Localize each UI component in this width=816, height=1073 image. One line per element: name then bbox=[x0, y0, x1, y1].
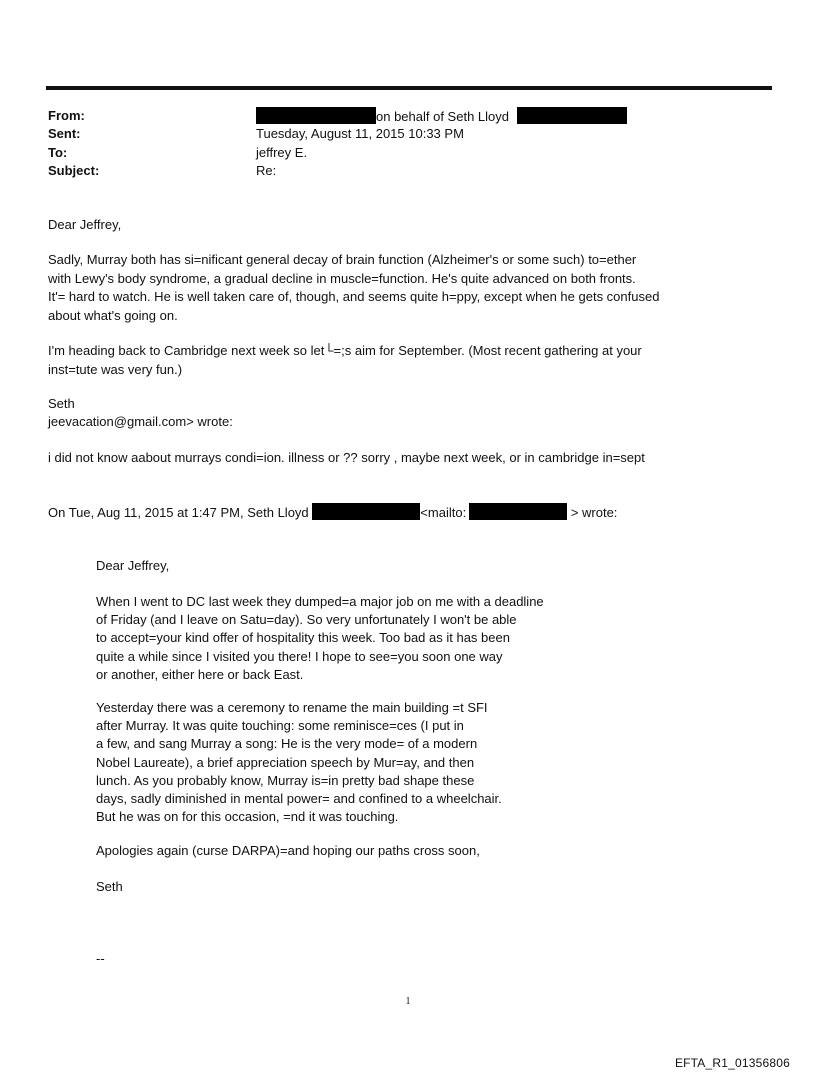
quote-header-prefix: On Tue, Aug 11, 2015 at 1:47 PM, Seth Lloyd bbox=[48, 505, 309, 520]
text-line: But he was on for this occasion, =nd it was touching. bbox=[96, 809, 399, 825]
text-line: about what's going on. bbox=[48, 307, 178, 323]
text-line: It'= hard to watch. He is well taken care of, though, and seems quite h=ppy, except when he gets confused bbox=[48, 289, 660, 305]
text-line: a few, and sang Murray a song: He is the very mode= of a modern bbox=[96, 736, 478, 752]
text-line: of Friday (and I leave on Satu=day). So very unfortunately I won't be able bbox=[96, 612, 517, 628]
quoted-signoff: Seth bbox=[96, 879, 123, 894]
subject-label: Subject: bbox=[48, 163, 100, 178]
greeting: Dear Jeffrey, bbox=[48, 217, 122, 232]
text-line: inst=tute was very fun.) bbox=[48, 361, 183, 377]
text-line: quite a while since I visited you there! I hope to see=you soon one way bbox=[96, 648, 503, 664]
page-number: 1 bbox=[405, 996, 411, 1007]
text-line: after Murray. It was quite touching: some reminisce=ces (I put in bbox=[96, 718, 464, 734]
redaction-block bbox=[517, 107, 627, 124]
quote-header-mailto: <mailto: bbox=[420, 505, 467, 520]
redaction-block bbox=[256, 107, 376, 124]
quoted-paragraph-1 bbox=[96, 593, 656, 684]
to-label: To: bbox=[48, 145, 68, 160]
text-line: with Lewy's body syndrome, a gradual decline in muscle=function. He's quite advanced on both fronts. bbox=[48, 270, 636, 286]
signature-separator: -- bbox=[96, 951, 105, 966]
quoted-greeting: Dear Jeffrey, bbox=[96, 558, 170, 573]
text-line: When I went to DC last week they dumped=a major job on me with a deadline bbox=[96, 594, 544, 609]
text-line: Sadly, Murray both has si=nificant general decay of brain function (Alzheimer's or some such) to=ether bbox=[48, 252, 637, 267]
quote-header-suffix: > wrote: bbox=[570, 505, 618, 520]
body-paragraph-1 bbox=[48, 251, 728, 325]
text-line: or another, either here or back East. bbox=[96, 666, 304, 682]
bates-number: EFTA_R1_01356806 bbox=[674, 1056, 790, 1070]
text-line: Yesterday there was a ceremony to rename the main building =t SFI bbox=[96, 700, 488, 715]
signoff: Seth bbox=[48, 396, 75, 411]
quote-header bbox=[48, 503, 728, 523]
redaction-block bbox=[312, 503, 420, 520]
from-label: From: bbox=[48, 108, 85, 123]
redaction-block bbox=[469, 503, 567, 520]
reply-line: i did not know aabout murrays condi=ion. illness or ?? sorry , maybe next week, or in cambridge in=sept bbox=[48, 450, 645, 465]
subject-value: Re: bbox=[256, 163, 277, 178]
from-text: on behalf of Seth Lloyd bbox=[376, 109, 509, 124]
sent-label: Sent: bbox=[48, 126, 81, 141]
email-wrote-line: jeevacation@gmail.com> wrote: bbox=[48, 414, 233, 429]
quoted-paragraph-2 bbox=[96, 699, 656, 826]
quoted-paragraph-3: Apologies again (curse DARPA)=and hoping our paths cross soon, bbox=[96, 843, 480, 858]
from-value bbox=[256, 107, 627, 124]
text-line: I'm heading back to Cambridge next week so let└=;s aim for September. (Most recent gathering at your bbox=[48, 343, 642, 358]
text-line: Nobel Laureate), a brief appreciation speech by Mur=ay, and then bbox=[96, 754, 475, 770]
sent-value: Tuesday, August 11, 2015 10:33 PM bbox=[256, 126, 464, 141]
header-rule bbox=[46, 86, 772, 90]
body-paragraph-2 bbox=[48, 342, 728, 379]
text-line: to accept=your kind offer of hospitality this week. Too bad as it has been bbox=[96, 630, 510, 646]
text-line: days, sadly diminished in mental power= and confined to a wheelchair. bbox=[96, 791, 502, 807]
to-value: jeffrey E. bbox=[256, 145, 308, 160]
text-line: lunch. As you probably know, Murray is=in pretty bad shape these bbox=[96, 772, 475, 788]
